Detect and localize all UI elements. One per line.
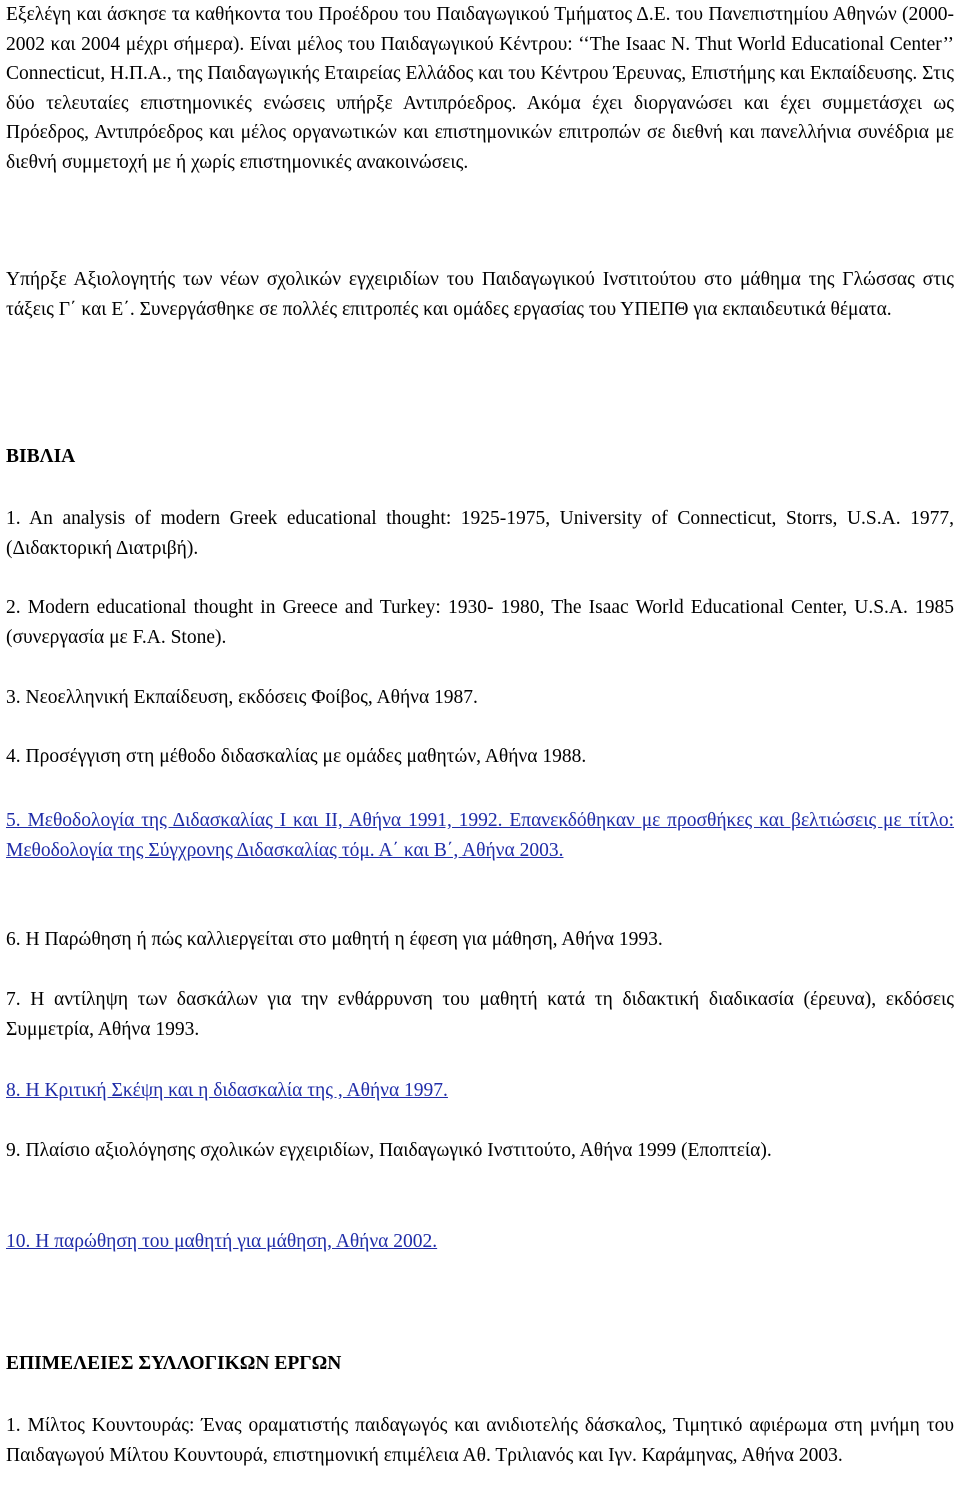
book-item-4: 4. Προσέγγιση στη μέθοδο διδασκαλίας με ομάδες μαθητών, Αθήνα 1988. <box>6 746 587 767</box>
book-item-1: 1. An analysis of modern Greek educational thought: 1925-1975, University of Connecticut, Storrs, U.S.A. 1977, (Διδακτορική Διατριβή). <box>6 508 954 559</box>
book-item-3: 3. Νεοελληνική Εκπαίδευση, εκδόσεις Φοίβος, Αθήνα 1987. <box>6 687 478 708</box>
book-item-5-link[interactable]: 5. Μεθοδολογία της Διδασκαλίας Ι και ΙΙ, Αθήνα 1991, 1992. Επανεκδόθηκαν με προσθήκες και βελτιώσεις με τίτλο: Μεθοδολογία της Σύγχρονης Διδασκαλίας τόμ. Α΄ και Β΄, Αθήνα 2003. <box>6 810 954 861</box>
book-item-10-link[interactable]: 10. Η παρώθηση του μαθητή για μάθηση, Αθήνα 2002. <box>6 1231 438 1252</box>
books-heading: ΒΙΒΛΙΑ <box>6 446 76 467</box>
bio-paragraph-1: Εξελέγη και άσκησε τα καθήκοντα του Προέδρου του Παιδαγωγικού Τμήματος Δ.Ε. του Πανεπιστημίου Αθηνών (2000-2002 και 2004 μέχρι σήμερα). Είναι μέλος του Παιδαγωγικού Κέντρου: ‘‘The Isaac N. Thut World Educational Center’’ Connecticut, H.Π.A., της Παιδαγωγικής Εταιρείας Ελλάδος και του Κέντρου Έρευνας, Επιστήμης και Εκπαίδευσης. Στις δύο τελευταίες επιστημονικές ενώσεις υπήρξε Αντιπρόεδρος. Ακόμα έχει διοργανώσει και έχει συμμετάσχει ως Πρόεδρος, Αντιπρόεδρος και μέλος οργανωτικών και επιστημονικών επιτροπών σε διεθνή και πανελλήνια συνέδρια με διεθνή συμμετοχή με ή χωρίς επιστημονικές ανακοινώσεις. <box>6 4 954 173</box>
book-item-6: 6. Η Παρώθηση ή πώς καλλιεργείται στο μαθητή η έφεση για μάθηση, Αθήνα 1993. <box>6 929 663 950</box>
book-item-2: 2. Modern educational thought in Greece and Turkey: 1930- 1980, The Isaac World Educational Center, U.S.A. 1985 (συνεργασία με F.A. Stone). <box>6 597 954 648</box>
edited-works-heading: ΕΠΙΜΕΛΕΙΕΣ ΣΥΛΛΟΓΙΚΩΝ ΕΡΓΩΝ <box>6 1353 342 1374</box>
edited-item-1: 1. Μίλτος Κουντουράς: Ένας οραματιστής παιδαγωγός και ανιδιοτελής δάσκαλος, Τιμητικό αφιέρωμα στη μνήμη του Παιδαγωγού Μίλτου Κουντουρά, επιστημονική επιμέλεια Αθ. Τριλιανός και Ιγν. Καράμηνας, Αθήνα 2003. <box>6 1415 954 1466</box>
book-item-9: 9. Πλαίσιο αξιολόγησης σχολικών εγχειριδίων, Παιδαγωγικό Ινστιτούτο, Αθήνα 1999 (Εποπτεία). <box>6 1140 772 1161</box>
book-item-8-link[interactable]: 8. Η Κριτική Σκέψη και η διδασκαλία της , Αθήνα 1997. <box>6 1080 448 1101</box>
bio-paragraph-2: Υπήρξε Αξιολογητής των νέων σχολικών εγχειριδίων του Παιδαγωγικού Ινστιτούτου στο μάθημα της Γλώσσας στις τάξεις Γ΄ και Ε΄. Συνεργάσθηκε σε πολλές επιτροπές και ομάδες εργασίας του ΥΠΕΠΘ για εκπαιδευτικά θέματα. <box>6 269 954 320</box>
book-item-7: 7. Η αντίληψη των δασκάλων για την ενθάρρυνση του μαθητή κατά τη διδακτική διαδικασία (έρευνα), εκδόσεις Συμμετρία, Αθήνα 1993. <box>6 989 954 1040</box>
